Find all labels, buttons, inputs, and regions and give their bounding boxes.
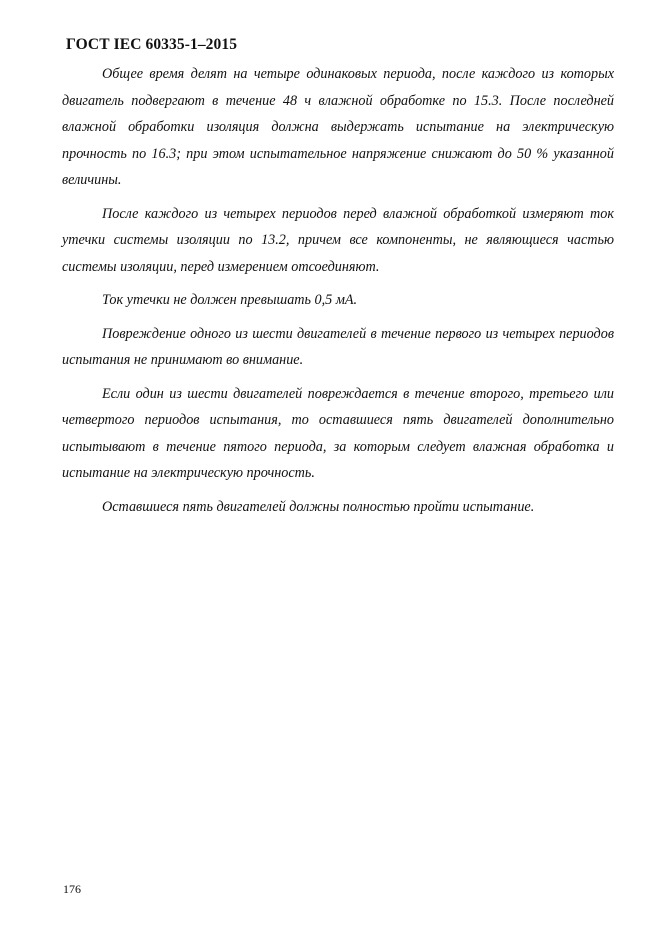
paragraph-leakage-limit: Ток утечки не должен превышать 0,5 мА. bbox=[102, 292, 358, 308]
paragraph-test-periods: Общее время делят на четыре одинаковых периода, после каждого из которых двигатель подвергают в течение 48 ч влажной обработке по 15.3. После последней влажной обработки изоляция должна выдержать испытание на электрическую прочность по 16.3; при этом испытательное напряжение снижают до 50 % указанной величины. bbox=[62, 66, 614, 188]
document-body bbox=[62, 61, 614, 527]
page-number: 176 bbox=[63, 882, 81, 896]
document-header: ГОСТ IEC 60335-1–2015 bbox=[66, 36, 238, 53]
paragraph-first-period-failure: Повреждение одного из шести двигателей в течение первого из четырех периодов испытания не принимают во внимание. bbox=[62, 325, 614, 368]
paragraph-leakage-measurement: После каждого из четырех периодов перед влажной обработкой измеряют ток утечки системы изоляции по 13.2, причем все компоненты, не являющиеся частью системы изоляции, перед измерением отсоединяют. bbox=[62, 205, 614, 275]
paragraph-remaining-motors: Оставшиеся пять двигателей должны полностью пройти испытание. bbox=[102, 498, 535, 515]
paragraph-later-period-failure: Если один из шести двигателей повреждается в течение второго, третьего или четвертого периодов испытания, то оставшиеся пять двигателей дополнительно испытывают в течение пятого периода, за которым следует влажная обработка и испытание на электрическую прочность. bbox=[62, 385, 614, 481]
